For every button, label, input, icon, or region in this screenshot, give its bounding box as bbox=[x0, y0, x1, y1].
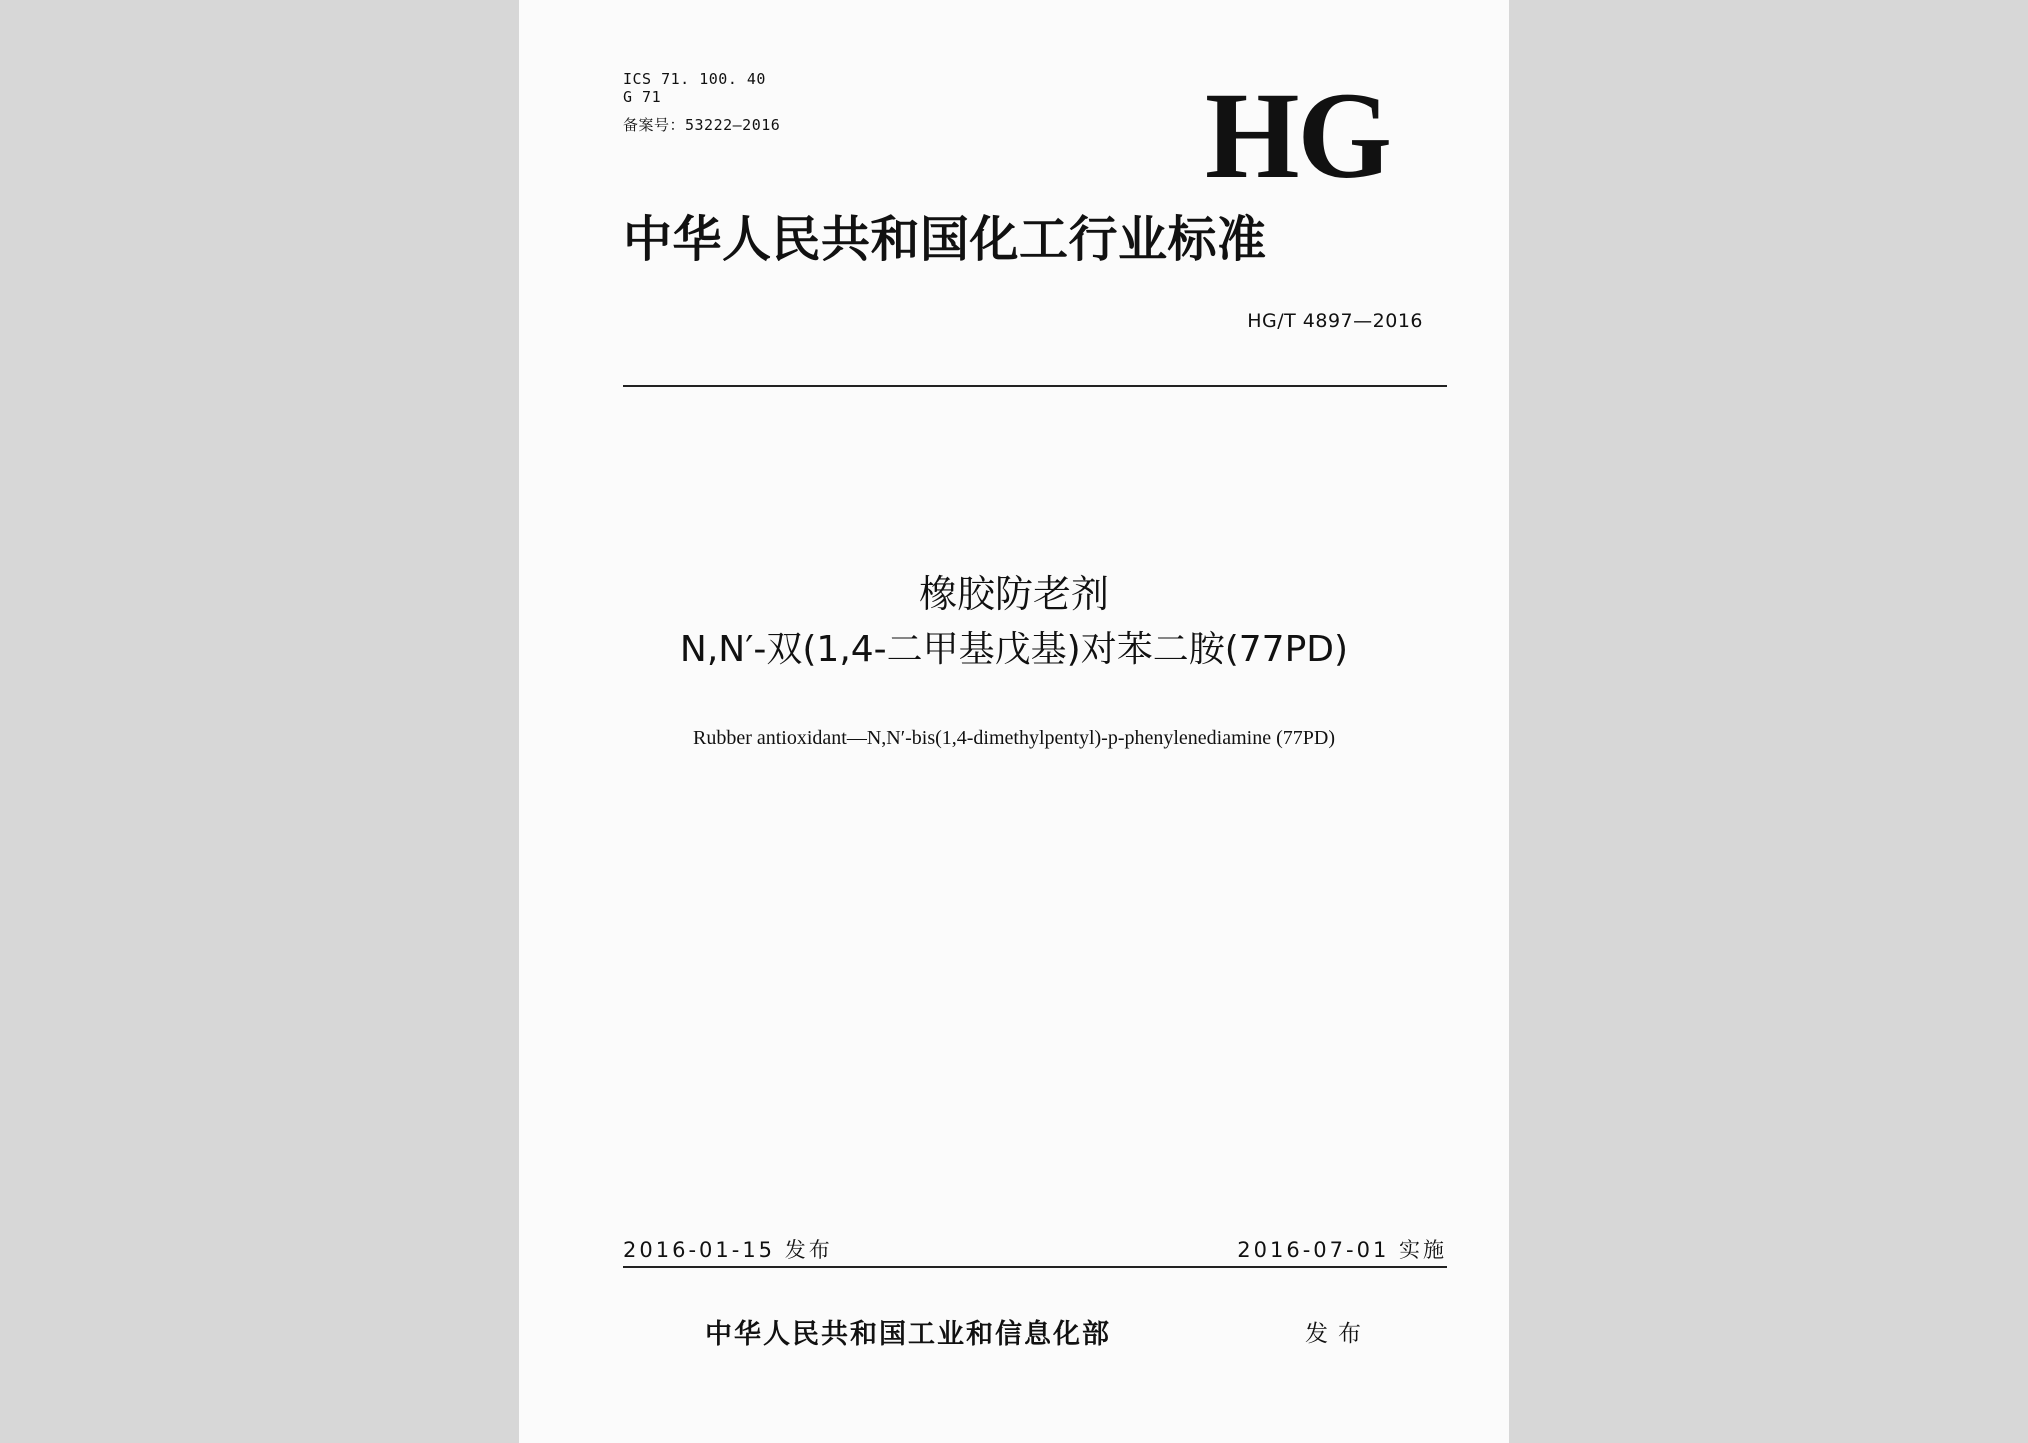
publish-label: 发布 bbox=[1305, 1321, 1371, 1347]
cn-title-line1: 橡胶防老剂 bbox=[918, 572, 1109, 616]
bottom-divider bbox=[623, 1266, 1447, 1268]
publisher: 中华人民共和国工业和信息化部 bbox=[705, 1319, 1111, 1350]
en-title: Rubber antioxidant—N,N′-bis(1,4-dimethylpentyl)-p-phenylenediamine (77PD) bbox=[692, 727, 1335, 749]
hg-logo: HG bbox=[1205, 67, 1391, 204]
cn-title-line2: N,N′-双(1,4-二甲基戊基)对苯二胺(77PD) bbox=[679, 629, 1349, 670]
standard-code: HG/T 4897—2016 bbox=[1247, 310, 1423, 332]
ics-code: ICS 71. 100. 40 bbox=[623, 70, 766, 88]
top-divider bbox=[623, 385, 1447, 387]
classification-code: G 71 bbox=[623, 88, 662, 106]
effective-date: 2016-07-01 实施 bbox=[1237, 1238, 1447, 1262]
issue-date: 2016-01-15 发布 bbox=[623, 1238, 833, 1262]
document-page bbox=[519, 0, 1509, 1443]
standard-title: 中华人民共和国化工行业标准 bbox=[623, 210, 1267, 268]
record-number: 备案号：53222—2016 bbox=[623, 116, 781, 134]
